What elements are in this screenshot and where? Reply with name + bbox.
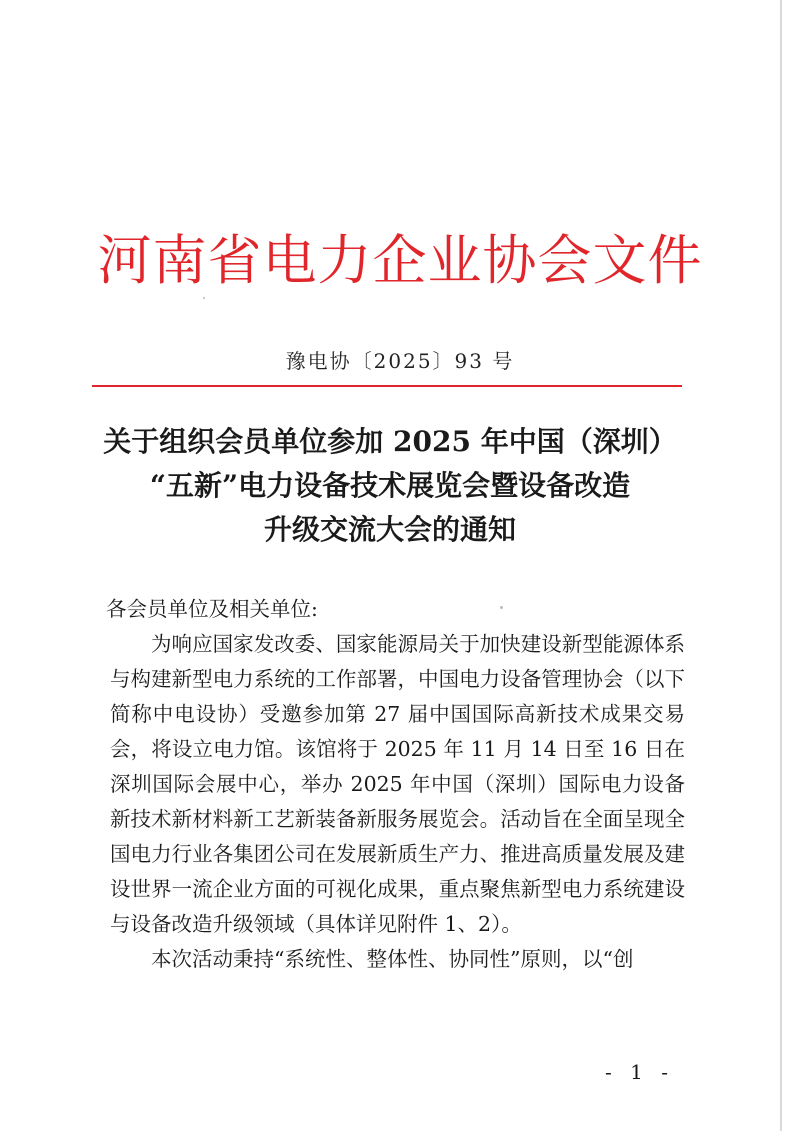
notice-title-line-2: “五新”电力设备技术展览会暨设备改造 (149, 469, 631, 502)
letterhead-title: 河南省电力企业协会文件 (97, 229, 703, 292)
body-paragraph-2: 本次活动秉持“系统性、整体性、协同性”原则，以“创 (151, 947, 634, 971)
notice-title-line-3: 升级交流大会的通知 (263, 513, 516, 546)
salutation: 各会员单位及相关单位: (106, 597, 318, 621)
page-number: - 1 - (605, 1060, 674, 1084)
red-divider-line (92, 385, 682, 387)
notice-title-line-1: 关于组织会员单位参加 2025 年中国（深圳） (103, 425, 677, 458)
scan-speck (500, 606, 503, 609)
scan-edge-line (780, 0, 782, 1131)
scan-speck (203, 297, 205, 299)
body-paragraph-1: 为响应国家发改委、国家能源局关于加快建设新型能源体系与构建新型电力系统的工作部署，中国电力设备管理协会（以下简称中电设协）受邀参加第 27 届中国国际高新技术成果交易会，将设立电力馆。该馆将于 2025 年 11 月 14 日至 16 日在深圳国际会展中心，举办 2025 年中国（深圳）国际电力设备新技术新材料新工艺新装备新服务展览会。活动旨在全面呈现全国电力行业各集团公司在发展新质生产力、推进高质量发展及建设世界一流企业方面的可视化成果，重点聚焦新型电力系统建设与设备改造升级领域（具体详见附件 1、2）。 (110, 632, 685, 936)
notice-body (106, 592, 685, 977)
document-number: 豫电协〔2025〕93 号 (285, 349, 515, 373)
notice-title (90, 420, 690, 552)
